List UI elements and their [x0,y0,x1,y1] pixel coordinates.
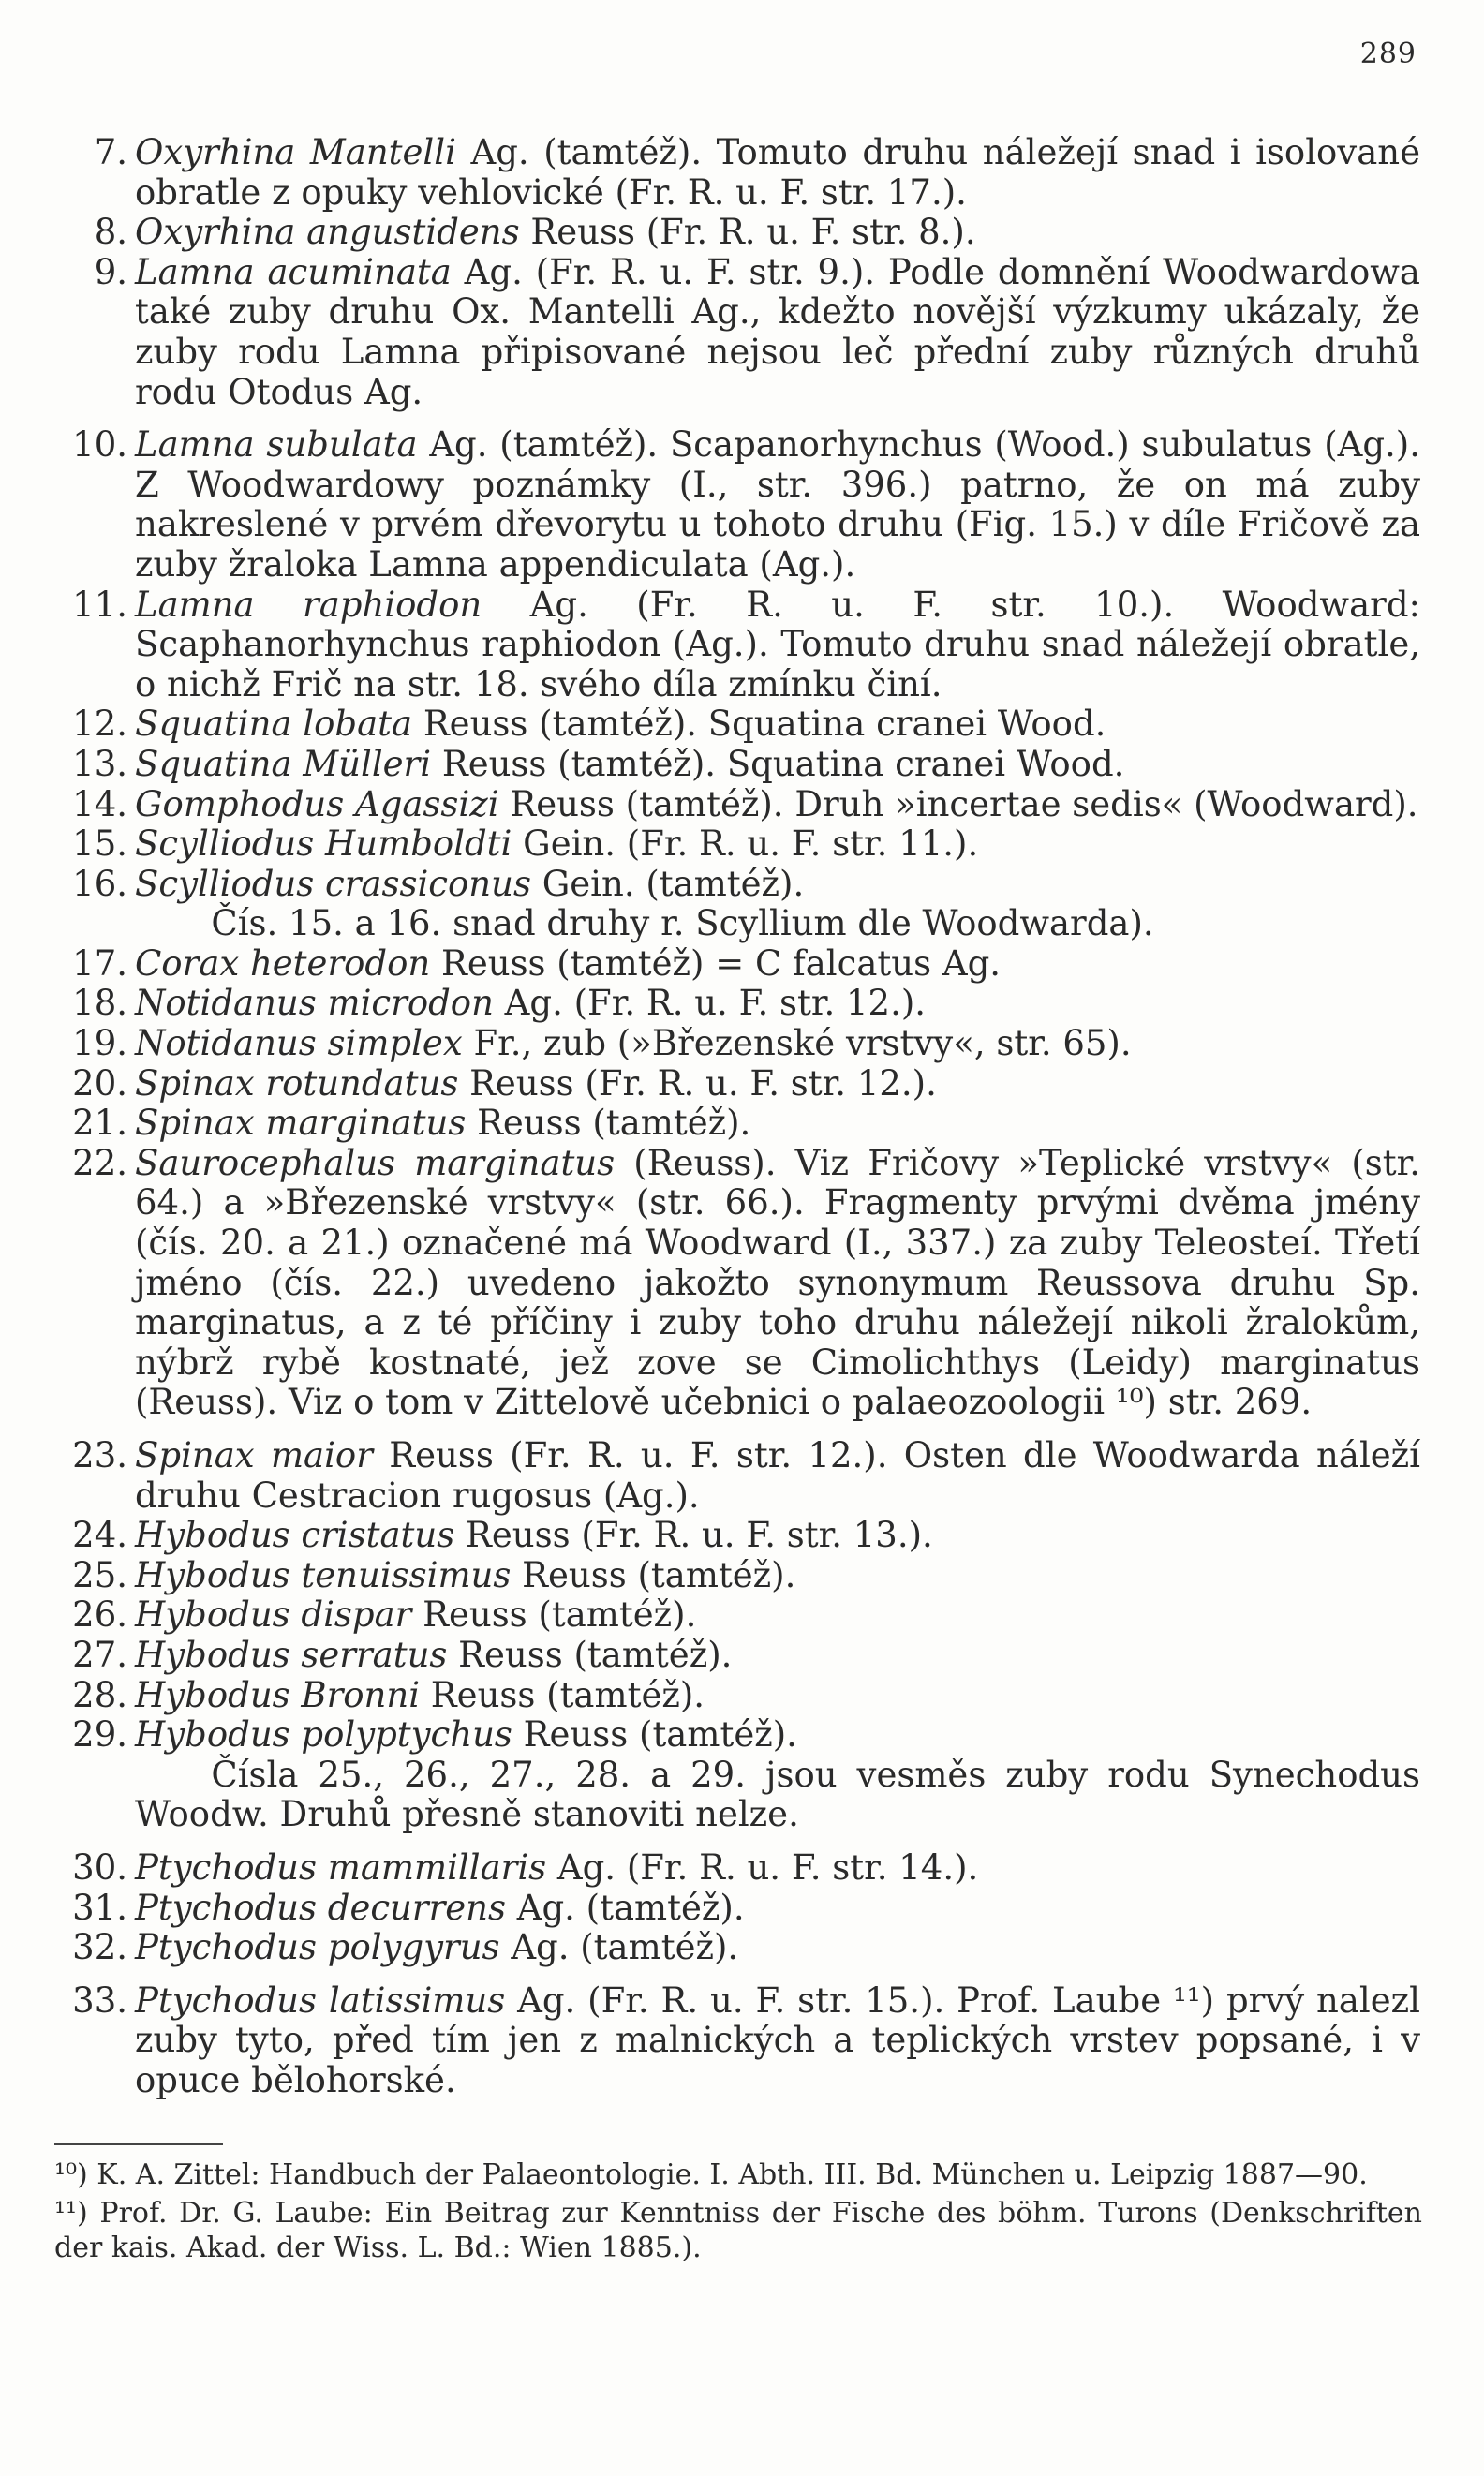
entry-text: Čísla 25., 26., 27., 28. a 29. jsou vesměs zuby rodu Synechodus Woodw. Druhů přesně stanoviti nelze. [135,1754,1420,1835]
species-name: Squatina lobata [135,704,413,745]
species-entry [71,904,1420,944]
entry-number: 13. [72,743,127,784]
species-name: Hybodus tenuissimus [135,1554,512,1595]
species-name: Hybodus cristatus [135,1515,455,1556]
entry-text: Reuss (Fr. R. u. F. str. 8.). [519,212,976,253]
entry-text: Reuss (tamtéž). [420,1674,705,1715]
species-name: Squatina Mülleri [135,743,432,784]
species-name: Oxyrhina Mantelli [135,132,456,172]
species-entry [71,704,1420,745]
entry-text: Ag. (Fr. R. u. F. str. 14.). [546,1846,979,1888]
species-name: Notidanus microdon [135,983,494,1024]
entry-number: 21. [72,1103,127,1144]
species-entry [71,1981,1420,2101]
species-entry [71,1556,1420,1596]
species-name: Saurocephalus marginatus [135,1142,616,1183]
entry-text: Reuss (tamtéž) = C falcatus Ag. [430,942,1002,984]
species-name: Ptychodus mammillaris [135,1846,547,1888]
entry-number: 27. [72,1634,127,1675]
species-entry [71,1889,1420,1929]
entry-text: Reuss (tamtéž). [512,1714,797,1756]
entry-text: Reuss (Fr. R. u. F. str. 12.). [458,1062,937,1104]
entry-text: Ag. (tamtéž). Scapanorhynchus (Wood.) subulatus (Ag.). Z Woodwardowy poznámky (I., str. 396.) patrno, že on má zuby nakreslené v prvém dřevorytu u tohoto druhu (Fig. 15.) v díle Fričově za zuby žraloka Lamna appendiculata (Ag.). [135,424,1420,585]
entry-text: Ag. (Fr. R. u. F. str. 9.). Podle domnění Woodwardowa také zuby druhu Ox. Mantelli Ag., kdežto novější výzkumy ukázaly, že zuby rodu Lamna připisované nejsou leč přední zuby různých druhů rodu Otodus Ag. [135,251,1420,412]
species-entry [71,785,1420,825]
species-entry [71,586,1420,705]
species-entry [71,1064,1420,1105]
entry-number: 15. [72,823,127,865]
species-entry [71,1715,1420,1756]
entry-number: 7. [94,132,127,172]
entry-number: 29. [72,1714,127,1756]
entry-number: 12. [72,704,127,745]
species-name: Scylliodus crassiconus [135,863,531,904]
entry-number: 19. [72,1023,127,1064]
species-entry [71,1636,1420,1676]
species-entry [71,1144,1420,1423]
entry-text: Reuss (tamtéž). [511,1554,796,1595]
entry-number: 11. [72,584,127,625]
entry-text: (Reuss). Viz Fričovy »Teplické vrstvy« (str. 64.) a »Březenské vrstvy« (str. 66.). Fragmenty prvými dvěma jmény (čís. 20. a 21.) označené má Woodward (I., 337.) za zuby Teleosteí. Třetí jméno (čís. 22.) uvedeno jakožto synonymum Reussova druhu Sp. marginatus, a z té příčiny i zuby toho druhu náležejí nikoli žralokům, nýbrž rybě kostnaté, jež zove se Cimolichthys (Leidy) marginatus (Reuss). Viz o tom v Zittelově učebnici o palaeozoologii ¹⁰) str. 269. [135,1142,1420,1423]
species-entry [71,865,1420,905]
species-name: Hybodus dispar [135,1594,412,1636]
entry-number: 17. [72,942,127,984]
species-entry [71,745,1420,785]
species-entry [71,984,1420,1024]
species-entry [71,1848,1420,1889]
entry-text: Reuss (tamtéž). Squatina cranei Wood. [412,704,1106,745]
entry-number: 10. [72,424,127,466]
entry-text: Ag. (Fr. R. u. F. str. 12.). [493,983,927,1024]
species-entry [71,1928,1420,1968]
entry-text: Ag. (tamtéž). Tomuto druhu náležejí snad i isolované obratle z opuky vehlovické (Fr. R. u. F. str. 17.). [135,132,1420,213]
species-name: Spinax maior [135,1435,373,1475]
entry-number: 32. [72,1927,127,1968]
entry-number: 30. [72,1846,127,1888]
entry-text: Gein. (Fr. R. u. F. str. 11.). [512,823,979,865]
entry-text: Reuss (Fr. R. u. F. str. 12.). Osten dle Woodwarda náleží druhu Cestracion rugosus (Ag.). [135,1435,1420,1516]
entry-text: Ag. (Fr. R. u. F. str. 15.). Prof. Laube ¹¹) prvý nalezl zuby tyto, před tím jen z malnických a teplických vrstev popsané, i v opuce bělohorské. [135,1979,1420,2100]
entry-number: 24. [72,1515,127,1556]
entry-text: Reuss (tamtéž). [466,1103,751,1144]
entry-text: Reuss (tamtéž). [411,1594,697,1636]
entry-number: 16. [72,863,127,904]
entry-number: 28. [72,1674,127,1715]
footnote: ¹⁰) K. A. Zittel: Handbuch der Palaeontologie. I. Abth. III. Bd. München u. Leipzig 1887—90. [54,2158,1368,2191]
species-name: Ptychodus latissimus [135,1979,506,2021]
page-number: 289 [1359,37,1417,70]
species-name: Lamna acuminata [135,251,452,292]
species-entry [71,1676,1420,1716]
species-name: Gomphodus Agassizi [135,783,499,824]
entry-number: 20. [72,1062,127,1104]
species-entry [71,1595,1420,1636]
entry-text: Čís. 15. a 16. snad druhy r. Scyllium dle Woodwarda). [211,903,1154,944]
species-name: Spinax marginatus [135,1103,467,1144]
species-name: Lamna raphiodon [135,584,482,625]
entry-text: Reuss (Fr. R. u. F. str. 13.). [454,1515,933,1556]
entry-number: 18. [72,983,127,1024]
entry-text: Gein. (tamtéž). [530,863,805,904]
species-entry [71,425,1420,585]
entry-text: Reuss (tamtéž). [447,1634,733,1675]
footnotes [54,2157,1422,2269]
species-name: Hybodus Bronni [135,1674,421,1715]
entry-number: 22. [72,1142,127,1183]
species-list [71,133,1420,2101]
species-entry [71,133,1420,213]
entry-text: Fr., zub (»Březenské vrstvy«, str. 65). [462,1023,1132,1064]
entry-text: Ag. (Fr. R. u. F. str. 10.). Woodward: Scaphanorhynchus raphiodon (Ag.). Tomuto druhu snad náležejí obratle, o nichž Frič na str. 18. svého díla zmínku činí. [135,584,1420,704]
species-name: Notidanus simplex [135,1023,463,1064]
species-name: Scylliodus Humboldti [135,823,512,865]
entry-text: Reuss (tamtéž). Squatina cranei Wood. [431,743,1125,784]
footnote: ¹¹) Prof. Dr. G. Laube: Ein Beitrag zur Kenntniss der Fische des böhm. Turons (Denkschriften der kais. Akad. der Wiss. L. Bd.: Wien 1885.). [54,2197,1422,2264]
species-name: Hybodus polyptychus [135,1714,512,1756]
footnote-rule [54,2143,223,2145]
species-entry [71,1436,1420,1516]
species-entry [71,1756,1420,1835]
species-entry [71,1516,1420,1556]
entry-number: 23. [72,1435,127,1475]
entry-number: 26. [72,1594,127,1636]
species-entry [71,824,1420,865]
entry-number: 31. [72,1887,127,1928]
entry-number: 33. [72,1979,127,2021]
species-entry [71,253,1420,412]
entry-number: 14. [72,783,127,824]
entry-number: 25. [72,1554,127,1595]
species-name: Spinax rotundatus [135,1062,459,1104]
species-entry [71,213,1420,253]
species-name: Oxyrhina angustidens [135,212,520,253]
species-name: Hybodus serratus [135,1634,448,1675]
species-name: Ptychodus decurrens [135,1887,506,1928]
entry-number: 8. [94,212,127,253]
entry-text: Ag. (tamtéž). [505,1887,745,1928]
entry-number: 9. [94,251,127,292]
species-entry [71,944,1420,985]
species-name: Lamna subulata [135,424,418,466]
species-name: Corax heterodon [135,942,431,984]
species-entry [71,1104,1420,1144]
entry-text: Reuss (tamtéž). Druh »incertae sedis« (Woodward). [498,783,1418,824]
entry-text: Ag. (tamtéž). [499,1927,739,1968]
species-name: Ptychodus polygyrus [135,1927,500,1968]
species-entry [71,1024,1420,1064]
